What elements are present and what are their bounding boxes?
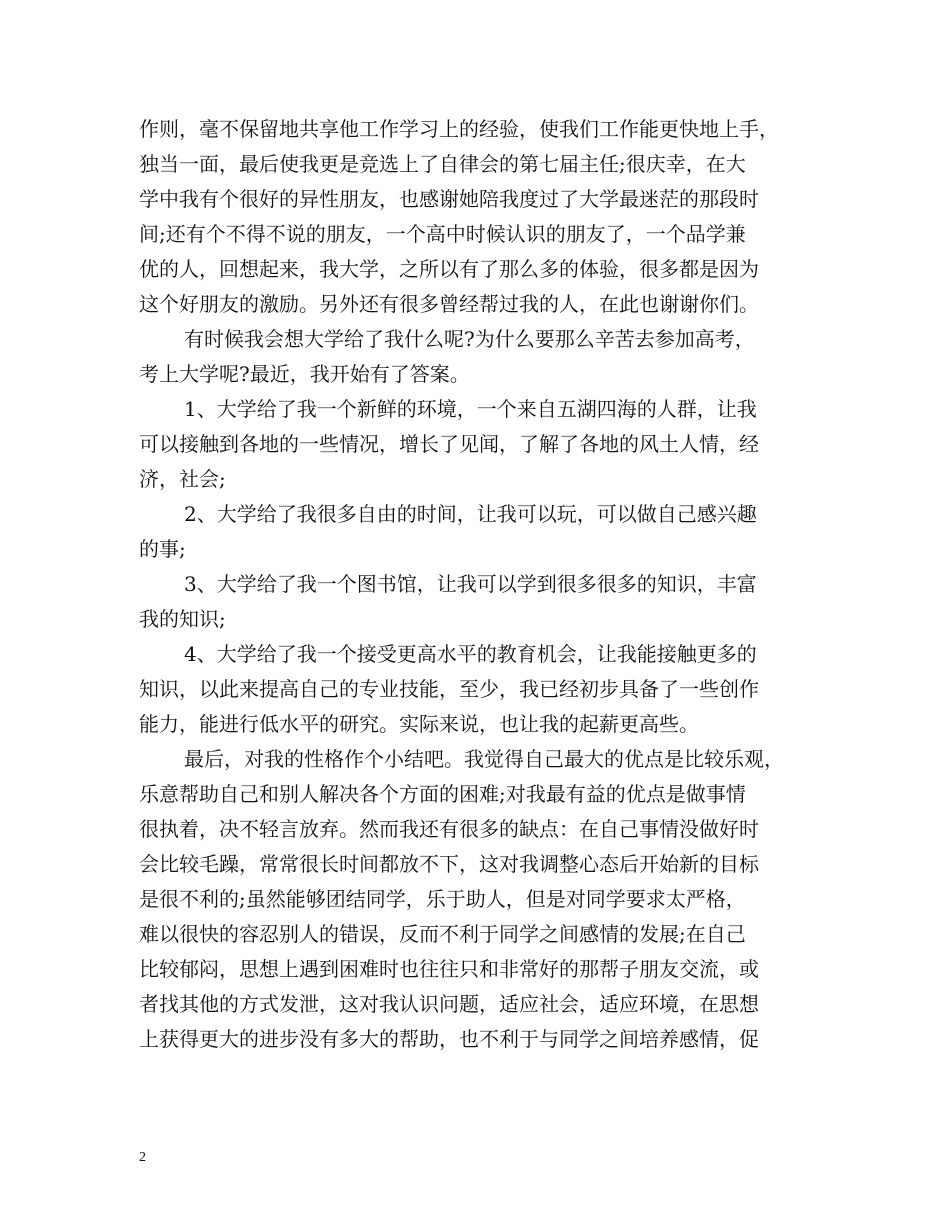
text-line: 会比较毛躁，常常很长时间都放不下，这对我调整心态后开始新的目标 [139,852,759,876]
text-line: 知识，以此来提高自己的专业技能，至少，我已经初步具备了一些创作 [139,677,759,701]
body-text [139,112,821,1057]
text-line: 济，社会; [139,467,226,491]
text-line: 很执着，决不轻言放弃。然而我还有很多的缺点：在自己事情没做好时 [139,817,759,841]
text-line: 可以接触到各地的一些情况，增长了见闻，了解了各地的风土人情，经 [139,432,759,456]
text-line: 独当一面，最后使我更是竞选上了自律会的第七届主任;很庆幸，在大 [139,152,746,176]
text-line: 间;还有个不得不说的朋友，一个高中时候认识的朋友了，一个品学兼 [139,222,746,246]
text-line: 我的知识; [139,607,226,631]
text-line: 4、大学给了我一个接受更高水平的教育机会，让我能接触更多的 [184,642,757,666]
text-line: 3、大学给了我一个图书馆，让我可以学到很多很多的知识，丰富 [184,572,757,596]
text-line: 有时候我会想大学给了我什么呢?为什么要那么辛苦去参加高考， [184,327,755,351]
text-line: 的事; [139,537,186,561]
page-number: 2 [139,1150,146,1165]
text-line: 最后，对我的性格作个小结吧。我觉得自己最大的优点是比较乐观， [184,747,784,771]
text-line: 2、大学给了我很多自由的时间，让我可以玩，可以做自己感兴趣 [184,502,757,526]
text-line: 是很不利的;虽然能够团结同学，乐于助人，但是对同学要求太严格， [139,887,746,911]
text-line: 能力，能进行低水平的研究。实际来说，也让我的起薪更高些。 [139,712,699,736]
text-line: 优的人，回想起来，我大学，之所以有了那么多的体验，很多都是因为 [139,257,759,281]
text-line: 难以很快的容忍别人的错误，反而不利于同学之间感情的发展;在自己 [139,922,746,946]
text-line: 这个好朋友的激励。另外还有很多曾经帮过我的人，在此也谢谢你们。 [139,292,759,316]
text-line: 学中我有个很好的异性朋友，也感谢她陪我度过了大学最迷茫的那段时 [139,187,759,211]
text-line: 比较郁闷，思想上遇到困难时也往往只和非常好的那帮子朋友交流，或 [139,957,759,981]
text-line: 1、大学给了我一个新鲜的环境，一个来自五湖四海的人群，让我 [184,397,757,421]
text-line: 考上大学呢?最近，我开始有了答案。 [139,362,470,386]
text-line: 乐意帮助自己和别人解决各个方面的困难;对我最有益的优点是做事情 [139,782,746,806]
text-line: 者找其他的方式发泄，这对我认识问题，适应社会，适应环境，在思想 [139,992,759,1016]
text-line: 上获得更大的进步没有多大的帮助，也不利于与同学之间培养感情，促 [139,1027,759,1051]
text-line: 作则，毫不保留地共享他工作学习上的经验，使我们工作能更快地上手， [139,117,779,141]
